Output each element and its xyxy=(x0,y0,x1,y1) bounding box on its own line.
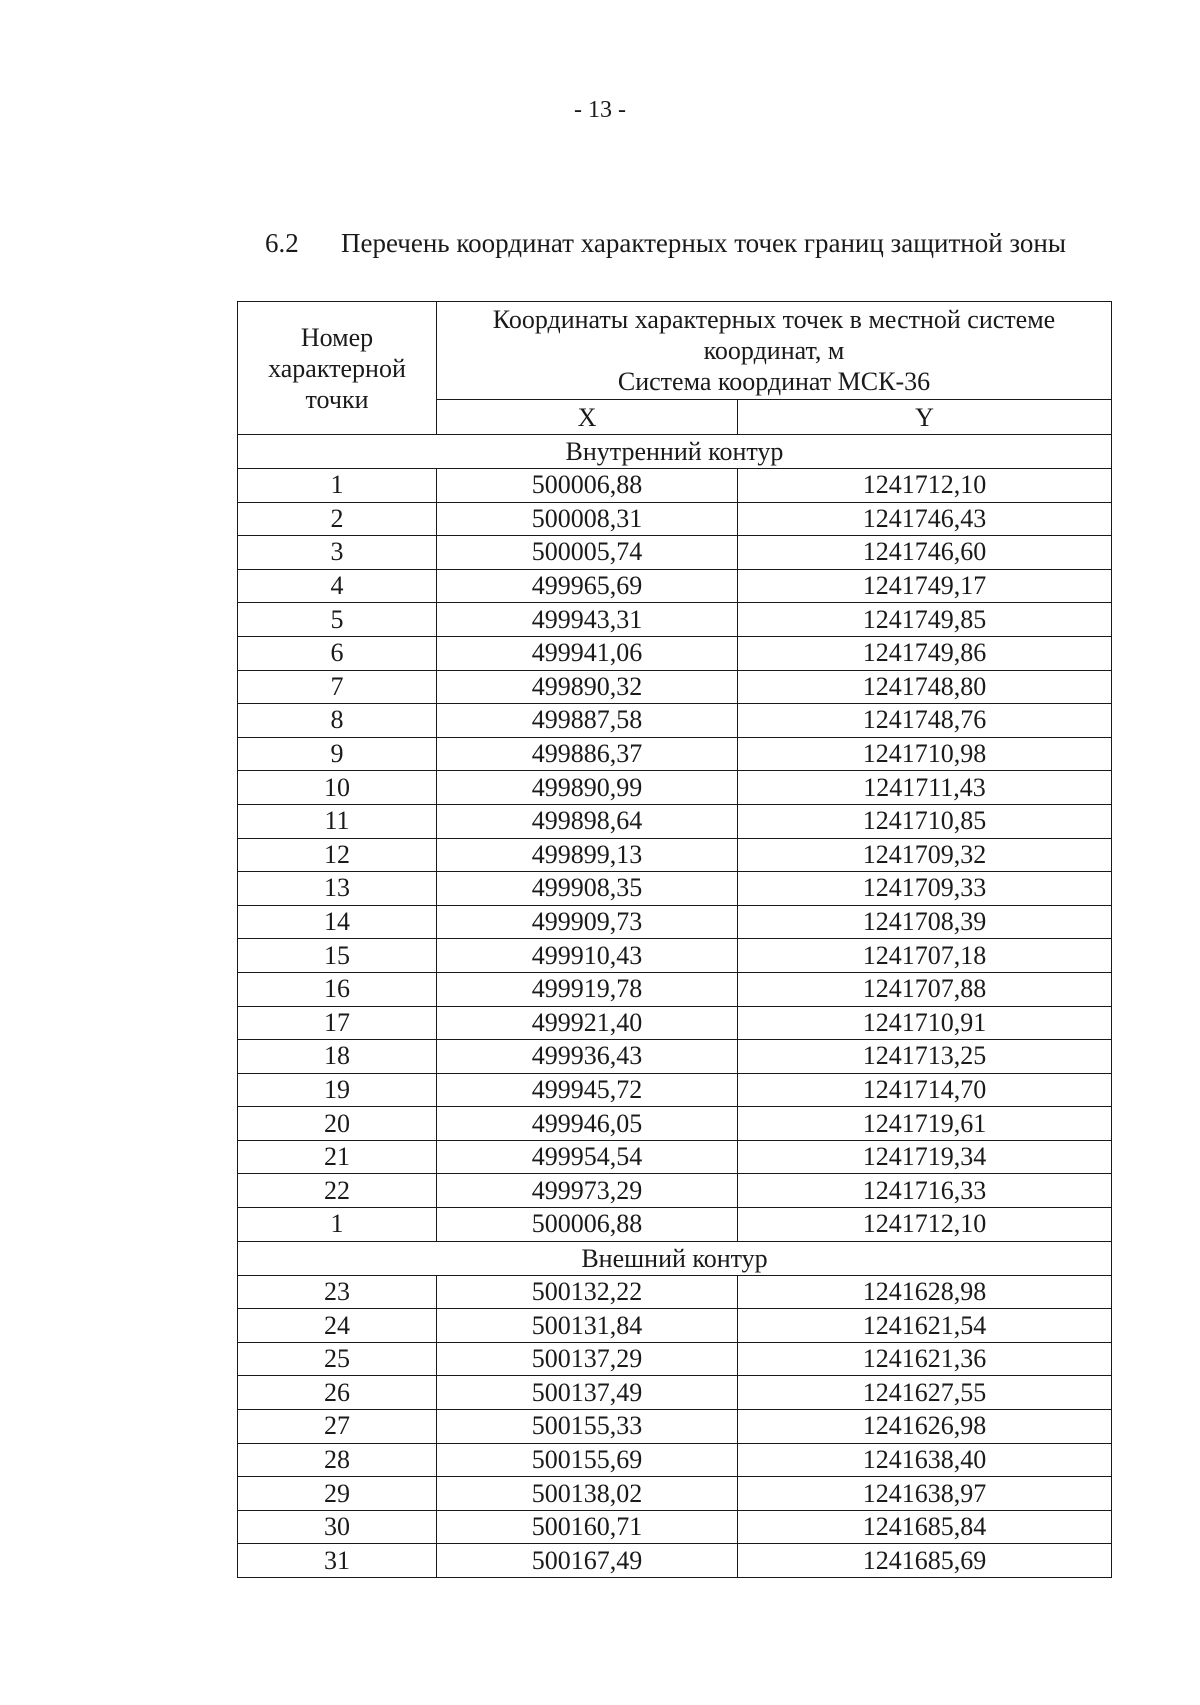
point-number-cell: 13 xyxy=(238,872,437,906)
table-row xyxy=(238,939,1112,973)
point-number-header-line: точки xyxy=(305,384,369,414)
x-coordinate-cell: 499919,78 xyxy=(437,972,738,1006)
point-number-cell: 27 xyxy=(238,1410,437,1444)
y-coordinate-cell: 1241709,33 xyxy=(738,872,1112,906)
y-coordinate-cell: 1241716,33 xyxy=(738,1174,1112,1208)
table-row xyxy=(238,1073,1112,1107)
table-row xyxy=(238,1342,1112,1376)
y-coordinate-cell: 1241626,98 xyxy=(738,1410,1112,1444)
y-coordinate-cell: 1241719,34 xyxy=(738,1140,1112,1174)
x-coordinate-cell: 499965,69 xyxy=(437,569,738,603)
table-row xyxy=(238,536,1112,570)
x-coordinate-cell: 500006,88 xyxy=(437,1208,738,1242)
y-coordinate-cell: 1241748,76 xyxy=(738,704,1112,738)
x-coordinate-cell: 500008,31 xyxy=(437,502,738,536)
x-coordinate-cell: 499887,58 xyxy=(437,704,738,738)
section-title: Внутренний контур xyxy=(238,435,1112,469)
point-number-cell: 14 xyxy=(238,905,437,939)
point-number-header xyxy=(238,302,437,435)
table-row xyxy=(238,704,1112,738)
section-row xyxy=(238,1241,1112,1275)
y-coordinate-cell: 1241638,97 xyxy=(738,1477,1112,1511)
x-coordinate-cell: 499945,72 xyxy=(437,1073,738,1107)
coordinates-header-line: Координаты характерных точек в местной системе xyxy=(492,305,1056,335)
point-number-cell: 12 xyxy=(238,838,437,872)
y-coordinate-cell: 1241708,39 xyxy=(738,905,1112,939)
table-row xyxy=(238,1443,1112,1477)
point-number-cell: 16 xyxy=(238,972,437,1006)
table-row xyxy=(238,469,1112,503)
x-coordinate-cell: 499886,37 xyxy=(437,737,738,771)
x-coordinate-cell: 500005,74 xyxy=(437,536,738,570)
point-number-cell: 3 xyxy=(238,536,437,570)
table-row xyxy=(238,502,1112,536)
y-coordinate-cell: 1241748,80 xyxy=(738,670,1112,704)
point-number-cell: 18 xyxy=(238,1040,437,1074)
y-coordinate-cell: 1241621,54 xyxy=(738,1309,1112,1343)
point-number-cell: 26 xyxy=(238,1376,437,1410)
point-number-cell: 20 xyxy=(238,1107,437,1141)
table-body xyxy=(238,435,1112,1578)
table-row xyxy=(238,1107,1112,1141)
x-coordinate-cell: 500131,84 xyxy=(437,1309,738,1343)
x-coordinate-cell: 499943,31 xyxy=(437,603,738,637)
y-coordinate-cell: 1241685,84 xyxy=(738,1510,1112,1544)
x-coordinate-cell: 499936,43 xyxy=(437,1040,738,1074)
y-coordinate-cell: 1241638,40 xyxy=(738,1443,1112,1477)
y-coordinate-cell: 1241710,98 xyxy=(738,737,1112,771)
point-number-cell: 25 xyxy=(238,1342,437,1376)
y-coordinate-cell: 1241710,91 xyxy=(738,1006,1112,1040)
point-number-cell: 21 xyxy=(238,1140,437,1174)
y-coordinate-cell: 1241710,85 xyxy=(738,804,1112,838)
x-coordinate-cell: 500155,33 xyxy=(437,1410,738,1444)
table-row xyxy=(238,1040,1112,1074)
y-coordinate-cell: 1241712,10 xyxy=(738,469,1112,503)
y-coordinate-cell: 1241713,25 xyxy=(738,1040,1112,1074)
x-coordinate-cell: 500137,29 xyxy=(437,1342,738,1376)
point-number-cell: 17 xyxy=(238,1006,437,1040)
table-row xyxy=(238,603,1112,637)
table-row xyxy=(238,771,1112,805)
x-coordinate-cell: 500160,71 xyxy=(437,1510,738,1544)
y-coordinate-cell: 1241749,17 xyxy=(738,569,1112,603)
point-number-cell: 15 xyxy=(238,939,437,973)
coordinates-header-line: координат, м xyxy=(703,336,845,366)
point-number-cell: 22 xyxy=(238,1174,437,1208)
table-row xyxy=(238,737,1112,771)
table-row xyxy=(238,670,1112,704)
y-coordinate-cell: 1241628,98 xyxy=(738,1275,1112,1309)
point-number-cell: 4 xyxy=(238,569,437,603)
y-coordinate-cell: 1241709,32 xyxy=(738,838,1112,872)
section-heading xyxy=(265,228,1125,259)
x-coordinate-cell: 499890,99 xyxy=(437,771,738,805)
y-coordinate-cell: 1241621,36 xyxy=(738,1342,1112,1376)
x-coordinate-cell: 499890,32 xyxy=(437,670,738,704)
y-coordinate-cell: 1241707,88 xyxy=(738,972,1112,1006)
coordinates-table xyxy=(237,301,1112,1578)
x-coordinate-cell: 499946,05 xyxy=(437,1107,738,1141)
point-number-cell: 1 xyxy=(238,1208,437,1242)
y-coordinate-cell: 1241685,69 xyxy=(738,1544,1112,1578)
x-coordinate-cell: 500132,22 xyxy=(437,1275,738,1309)
point-number-header-line: Номер xyxy=(300,322,374,352)
y-column-header: Y xyxy=(738,400,1112,435)
x-coordinate-cell: 499941,06 xyxy=(437,636,738,670)
table-row xyxy=(238,1309,1112,1343)
table-row xyxy=(238,1477,1112,1511)
point-number-cell: 19 xyxy=(238,1073,437,1107)
table-row xyxy=(238,1275,1112,1309)
table-row xyxy=(238,905,1112,939)
x-coordinate-cell: 499909,73 xyxy=(437,905,738,939)
x-coordinate-cell: 500137,49 xyxy=(437,1376,738,1410)
y-coordinate-cell: 1241749,85 xyxy=(738,603,1112,637)
table-row xyxy=(238,569,1112,603)
point-number-cell: 5 xyxy=(238,603,437,637)
table-row xyxy=(238,804,1112,838)
point-number-cell: 29 xyxy=(238,1477,437,1511)
table-row xyxy=(238,1140,1112,1174)
y-coordinate-cell: 1241746,43 xyxy=(738,502,1112,536)
y-coordinate-cell: 1241711,43 xyxy=(738,771,1112,805)
table-row xyxy=(238,1510,1112,1544)
point-number-header-line: характерной xyxy=(268,353,406,383)
point-number-cell: 31 xyxy=(238,1544,437,1578)
point-number-cell: 1 xyxy=(238,469,437,503)
table-row xyxy=(238,636,1112,670)
table-row xyxy=(238,1208,1112,1242)
y-coordinate-cell: 1241627,55 xyxy=(738,1376,1112,1410)
x-coordinate-cell: 499973,29 xyxy=(437,1174,738,1208)
table-row xyxy=(238,838,1112,872)
section-row xyxy=(238,435,1112,469)
x-coordinate-cell: 499899,13 xyxy=(437,838,738,872)
x-coordinate-cell: 499921,40 xyxy=(437,1006,738,1040)
x-coordinate-cell: 499908,35 xyxy=(437,872,738,906)
point-number-cell: 2 xyxy=(238,502,437,536)
coordinates-header xyxy=(437,302,1112,400)
y-coordinate-cell: 1241707,18 xyxy=(738,939,1112,973)
table-row xyxy=(238,1410,1112,1444)
coordinates-header-line: Система координат МСК-36 xyxy=(617,367,931,397)
point-number-cell: 7 xyxy=(238,670,437,704)
x-coordinate-cell: 499898,64 xyxy=(437,804,738,838)
y-coordinate-cell: 1241746,60 xyxy=(738,536,1112,570)
x-coordinate-cell: 499910,43 xyxy=(437,939,738,973)
x-coordinate-cell: 500006,88 xyxy=(437,469,738,503)
table-row xyxy=(238,1174,1112,1208)
table-row xyxy=(238,1544,1112,1578)
x-column-header: X xyxy=(437,400,738,435)
y-coordinate-cell: 1241714,70 xyxy=(738,1073,1112,1107)
point-number-cell: 6 xyxy=(238,636,437,670)
point-number-cell: 23 xyxy=(238,1275,437,1309)
x-coordinate-cell: 499954,54 xyxy=(437,1140,738,1174)
point-number-cell: 9 xyxy=(238,737,437,771)
x-coordinate-cell: 500155,69 xyxy=(437,1443,738,1477)
section-title: Внешний контур xyxy=(238,1241,1112,1275)
table-row xyxy=(238,872,1112,906)
x-coordinate-cell: 500167,49 xyxy=(437,1544,738,1578)
point-number-cell: 8 xyxy=(238,704,437,738)
point-number-cell: 10 xyxy=(238,771,437,805)
section-number: 6.2 xyxy=(265,228,299,258)
point-number-cell: 28 xyxy=(238,1443,437,1477)
point-number-cell: 24 xyxy=(238,1309,437,1343)
table-row xyxy=(238,1376,1112,1410)
page-number: - 13 - xyxy=(574,97,626,123)
y-coordinate-cell: 1241712,10 xyxy=(738,1208,1112,1242)
y-coordinate-cell: 1241749,86 xyxy=(738,636,1112,670)
y-coordinate-cell: 1241719,61 xyxy=(738,1107,1112,1141)
x-coordinate-cell: 500138,02 xyxy=(437,1477,738,1511)
point-number-cell: 11 xyxy=(238,804,437,838)
section-title: Перечень координат характерных точек границ защитной зоны xyxy=(341,228,1066,258)
table-row xyxy=(238,1006,1112,1040)
table-row xyxy=(238,972,1112,1006)
point-number-cell: 30 xyxy=(238,1510,437,1544)
